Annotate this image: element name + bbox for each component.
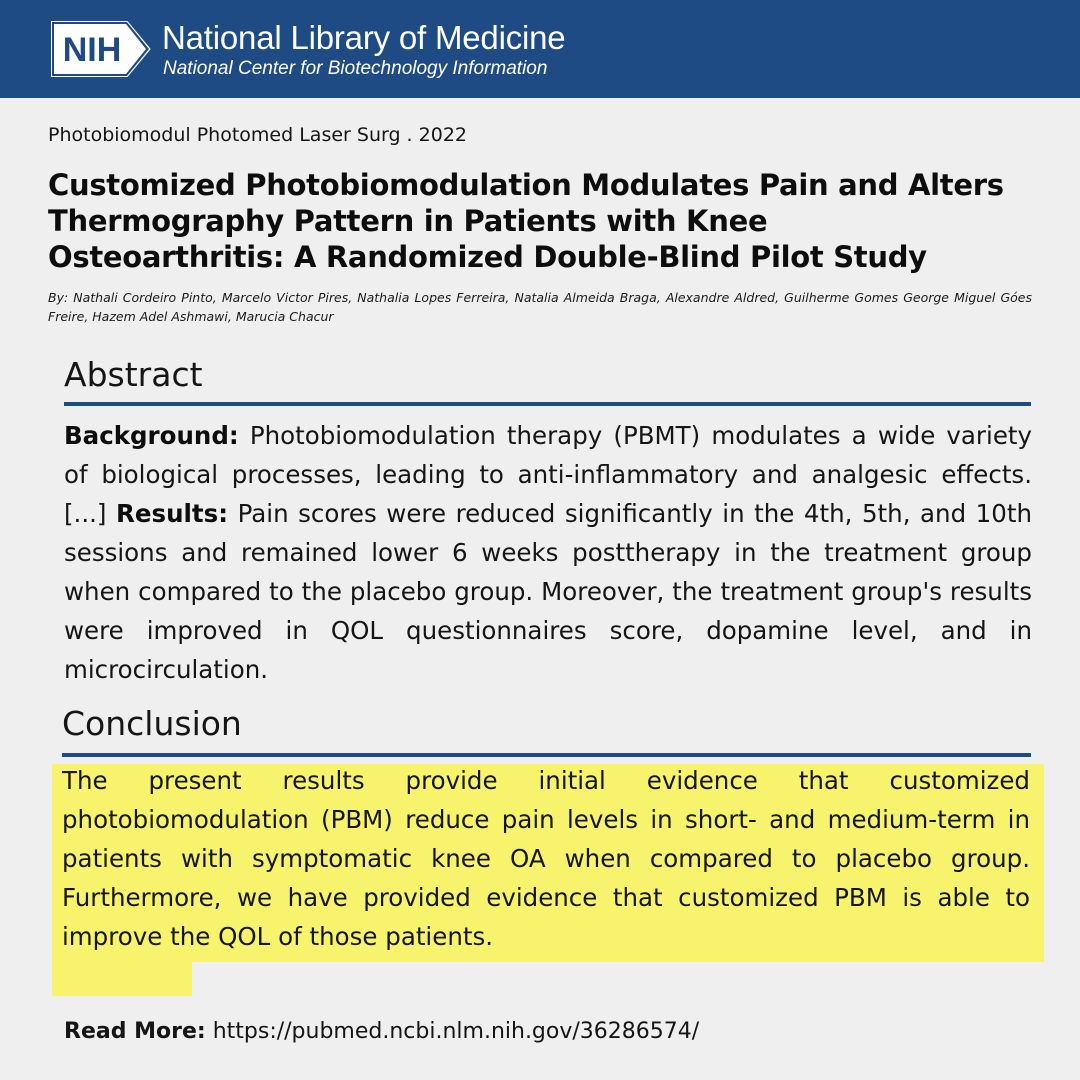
abstract-divider (64, 402, 1031, 406)
conclusion-body: The present results provide initial evidence that customized photobiomodulation (PBM) reduce pain levels in short- and medium-term in patients with symptomatic knee OA when compared to placebo group. Furthermore, we have provided evidence that customized PBM is able to improve the QOL of those patients. (62, 766, 1030, 951)
background-label: Background: (64, 421, 239, 450)
abstract-heading: Abstract (64, 355, 203, 394)
site-subtitle: National Center for Biotechnology Information (163, 58, 548, 79)
journal-citation: Photobiomodul Photomed Laser Surg . 2022 (48, 124, 467, 146)
site-header (0, 0, 1080, 98)
nih-logo-icon[interactable] (48, 18, 154, 80)
abstract-body (64, 416, 1032, 689)
read-more-link[interactable]: https://pubmed.ncbi.nlm.nih.gov/36286574/ (205, 1019, 700, 1044)
background-text: Photobiomodulation therapy (PBMT) modulates a wide variety of biological processes, leading to anti-inflammatory and analgesic effects. [...] (64, 421, 1032, 528)
site-title[interactable]: National Library of Medicine (162, 19, 566, 56)
results-text: Pain scores were reduced significantly in the 4th, 5th, and 10th sessions and remained lower 6 weeks posttherapy in the treatment group when compared to the placebo group. Moreover, the treatment group's results were improved in QOL questionnaires score, dopamine level, and in microcirculation. (64, 499, 1032, 684)
conclusion-divider (62, 753, 1031, 757)
read-more-line (64, 1016, 699, 1048)
author-list: By: Nathali Cordeiro Pinto, Marcelo Victor Pires, Nathalia Lopes Ferreira, Natalia Almeida Braga, Alexandre Aldred, Guilherme Gomes George Miguel Góes Freire, Hazem Adel Ashmawi, Marucia Chacur (48, 290, 1032, 324)
conclusion-highlight-tail (52, 960, 192, 996)
conclusion-heading: Conclusion (62, 704, 242, 743)
read-more-label: Read More: (64, 1019, 206, 1044)
results-label: Results: (116, 499, 229, 528)
article-title: Customized Photobiomodulation Modulates Pain and Alters Thermography Pattern in Patients with Knee Osteoarthritis: A Randomized Double-Blind Pilot Study (48, 168, 1004, 274)
nih-logo-text: NIH (62, 31, 122, 69)
